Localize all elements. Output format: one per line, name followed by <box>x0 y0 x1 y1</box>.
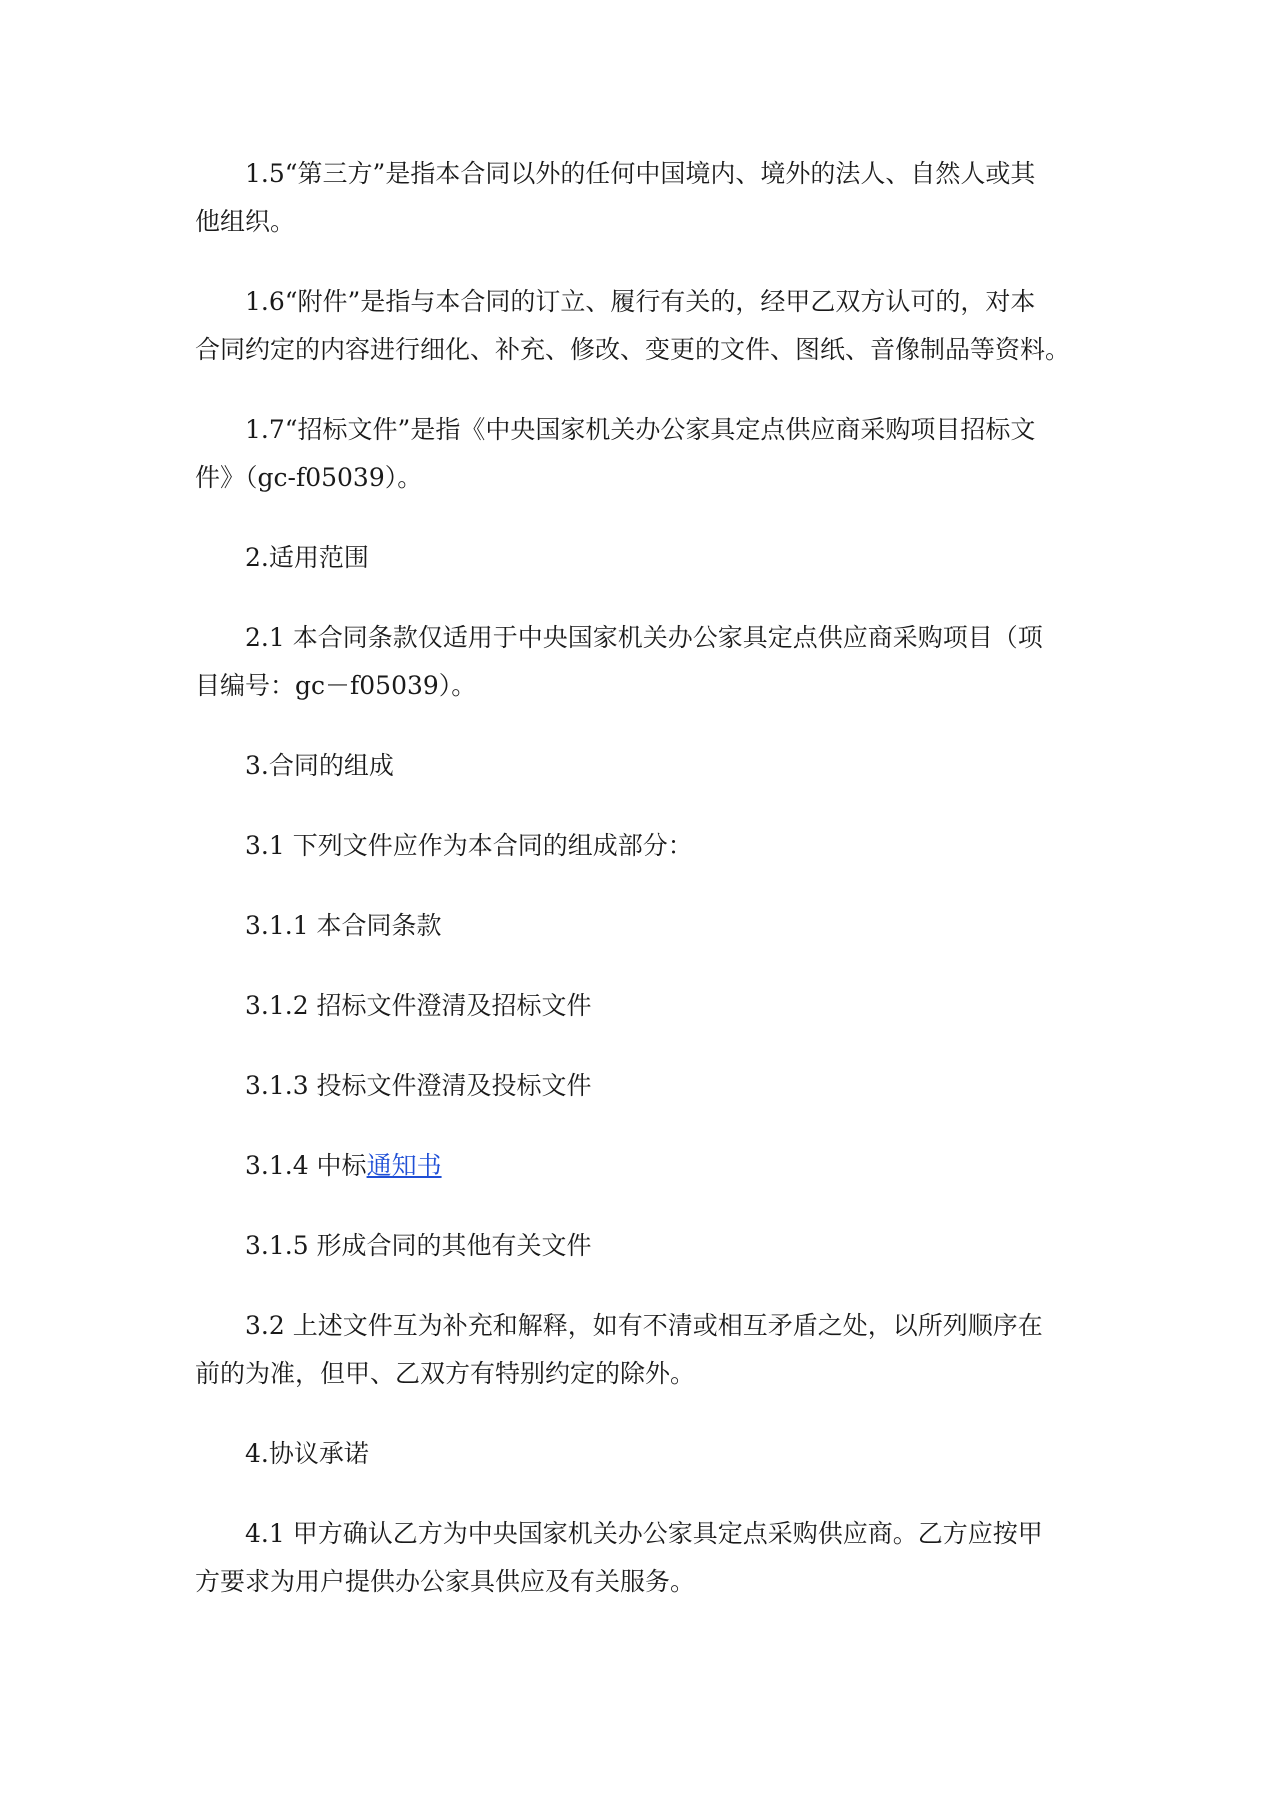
document-body <box>195 150 1115 1638</box>
clause-line: 3.1.3 投标文件澄清及投标文件 <box>245 1071 592 1100</box>
clause-line: 方要求为用户提供办公家具供应及有关服务。 <box>195 1567 696 1596</box>
clause-line: 件》（gc-f05039）。 <box>195 463 423 492</box>
clause-line: 他组织。 <box>195 207 296 236</box>
clause-line: 2.1 本合同条款仅适用于中央国家机关办公家具定点供应商采购项目（项 <box>245 623 1043 652</box>
clause-3-1-5 <box>195 1222 1115 1270</box>
clause-prefix: 3.1.4 中标 <box>245 1151 367 1180</box>
clause-3-1-3 <box>195 1062 1115 1110</box>
clause-line: 1.6“附件”是指与本合同的订立、履行有关的，经甲乙双方认可的，对本 <box>245 287 1036 316</box>
clause-line: 3.2 上述文件互为补充和解释，如有不清或相互矛盾之处，以所列顺序在 <box>245 1311 1043 1340</box>
clause-line: 3.1 下列文件应作为本合同的组成部分： <box>245 831 693 860</box>
clause-1-6 <box>195 278 1115 374</box>
clause-line: 3.1.5 形成合同的其他有关文件 <box>245 1231 592 1260</box>
clause-line <box>195 1142 1115 1190</box>
clause-1-7 <box>195 406 1115 502</box>
clause-line: 目编号：gc－f05039）。 <box>195 671 477 700</box>
clause-line: 前的为准，但甲、乙双方有特别约定的除外。 <box>195 1359 696 1388</box>
clause-4-1 <box>195 1510 1115 1606</box>
clause-3-1 <box>195 822 1115 870</box>
clause-3-1-4 <box>195 1142 1115 1190</box>
section-heading: 4.协议承诺 <box>245 1439 369 1468</box>
clause-line: 1.7“招标文件”是指《中央国家机关办公家具定点供应商采购项目招标文 <box>245 415 1036 444</box>
section-2-heading <box>195 534 1115 582</box>
notice-link[interactable]: 通知书 <box>366 1151 442 1180</box>
clause-3-1-2 <box>195 982 1115 1030</box>
section-3-heading <box>195 742 1115 790</box>
clause-line: 3.1.1 本合同条款 <box>245 911 442 940</box>
clause-3-2 <box>195 1302 1115 1398</box>
clause-3-1-1 <box>195 902 1115 950</box>
section-heading: 3.合同的组成 <box>245 751 394 780</box>
clause-line: 3.1.2 招标文件澄清及招标文件 <box>245 991 592 1020</box>
clause-line: 1.5“第三方”是指本合同以外的任何中国境内、境外的法人、自然人或其 <box>245 159 1036 188</box>
clause-2-1 <box>195 614 1115 710</box>
clause-1-5 <box>195 150 1115 246</box>
clause-line: 4.1 甲方确认乙方为中央国家机关办公家具定点采购供应商。乙方应按甲 <box>245 1519 1043 1548</box>
section-4-heading <box>195 1430 1115 1478</box>
section-heading: 2.适用范围 <box>245 543 369 572</box>
clause-line: 合同约定的内容进行细化、补充、修改、变更的文件、图纸、音像制品等资料。 <box>195 335 1071 364</box>
